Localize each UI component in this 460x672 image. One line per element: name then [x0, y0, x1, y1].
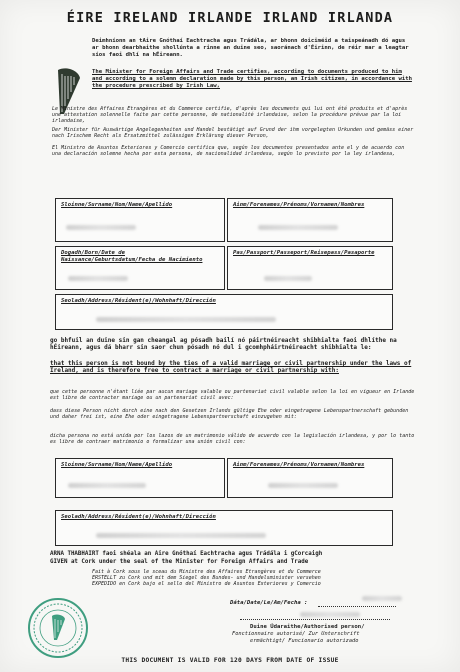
surname-label-2: Sloinne/Surname/Nom/Name/Apellido [61, 462, 173, 468]
intro-french: Le Ministre des Affaires Etrangères et du Commerce certifie, d'après les documents qui lui ont été produits et d'après une attestation solennelle faite par cette personne, de nationalité irlandaise, selon la procédure prévue par la loi irlandaise, [52, 106, 408, 125]
validity-footer: THIS DOCUMENT IS VALID FOR 120 DAYS FROM DATE OF ISSUE [121, 657, 339, 664]
intro-irish: Deimhníonn an tAire Gnóthaí Eachtracha agus Trádála, ar bhonn doiciméid a taispeánadh dó agus ar bhonn dearbhaithe shollúnta a rinne an duine seo, saoránach d'Éirinn, de réir mar a leagtar síos faoi dhlí na hÉireann. [92, 38, 409, 58]
statement-english: that this person is not bound by the ties of a valid marriage or civil partnership under the laws of Ireland, and is therefore free to contract a marriage or civil partnership with: [50, 360, 412, 375]
surname-value-2-redacted [68, 483, 146, 488]
signature-line [240, 619, 390, 620]
signatory-french: Fonctionnaire autorisé/ Zur Unterschrift [232, 631, 360, 637]
statement-german: dass diese Person nicht durch eine nach den Gesetzen Irlands gültige Ehe oder eingetragene Lebenspartnerschaft gebunden und daher frei ist, eine Ehe oder eingetragene Lebenspartnerschaft einzugehen mit: [50, 408, 409, 421]
forenames-label-2: Ainm/Forenames/Prénoms/Vornamen/Nombres [233, 462, 365, 468]
address-label-2: Seoladh/Address/Résident(e)/Wohnhaft/Dirección [61, 514, 216, 520]
address-value-2-redacted [96, 533, 266, 538]
dob-box [55, 246, 225, 290]
intro-english: The Minister for Foreign Affairs and Trade certifies, according to documents produced to him and according to a solemn declaration made by this person, an Irish citizen, in accordance with the procedure prescribed by Irish Law, [92, 69, 412, 89]
dob-label: Dogadh/Born/Date de Naissance/Geburtsdatum/Fecha de Nacimiento [61, 250, 203, 263]
signature-redacted [300, 612, 360, 617]
given-spanish: EXPEDIDO en Cork bajo el sello del Ministro de Asuntos Exteriores y Comercio [92, 581, 321, 587]
forenames-box-2 [227, 458, 393, 498]
given-french: Fait à Cork sous le sceau du Ministre des Affaires Etrangères et du Commerce [92, 569, 321, 575]
passport-label: Pas/Passport/Passeport/Reisepass/Pasaporte [233, 250, 375, 256]
document-title: ÉIRE IRELAND IRLANDE IRLAND IRLANDA [66, 10, 394, 26]
surname-label-1: Sloinne/Surname/Nom/Name/Apellido [61, 202, 173, 208]
forenames-value-redacted [258, 225, 338, 230]
address-value-redacted [96, 317, 276, 322]
forenames-box-1 [227, 198, 393, 242]
intro-german: Der Minister für Auswärtige Angelegenheiten und Handel bestätigt auf Grund der ihm vorgelegten Urkunden und gemäss einer nach Irischem Recht als Ersatzmittel zulässigen Erklärung dieser Person, [52, 127, 414, 140]
address-label-1: Seoladh/Address/Résident(e)/Wohnhaft/Dirección [61, 298, 216, 304]
surname-box-2 [55, 458, 225, 498]
forenames-value-2-redacted [268, 483, 338, 488]
intro-spanish: El Ministro de Asuntos Exteriores y Comercio certifica que, según los documentos presentados ante el y de acuerdo con una declaración solemne hecha por esta persona, de nacionalidad irlandesa, según lo previsto por la ley irlandesa, [52, 145, 405, 158]
address-box-1 [55, 294, 393, 330]
passport-value-redacted [264, 276, 312, 281]
statement-french: que cette personne n'étant liée par aucun mariage valable ou partenariat civil valable selon la loi en vigueur en Irlande est libre de contracter mariage ou un partenariat civil avec: [50, 389, 415, 402]
statement-irish: go bhfuil an duine sin gan cheangal ag pósadh bailí nó páirtnéireacht shibhialta faoi dhlíthe na hÉireann, agus dá bharr sin saor chun pósadh nó dul i gcomhpháirtnéireacht shibhialta le: [50, 337, 397, 352]
date-value-redacted [362, 596, 402, 601]
date-label: Dáta/Date/Le/Am/Fecha : [230, 600, 308, 606]
seal-icon [26, 596, 90, 660]
signatory-irish: Duine Údaraithe/Authorised person/ [250, 624, 365, 630]
signatory-german: ermächtigt/ Funcionario autorizado [250, 638, 359, 644]
given-german: ERSTELLT zu Cork und mit dem Siegel des Bundes- und Handelsminister versehen [92, 575, 321, 581]
dob-value-redacted [68, 276, 128, 281]
date-dotted-line [318, 606, 396, 607]
surname-value-redacted [66, 225, 136, 230]
forenames-label-1: Ainm/Forenames/Prénoms/Vornamen/Nombres [233, 202, 365, 208]
given-irish: ARNA THABHAIRT faoi shéala an Aire Gnóthaí Eachtracha agus Trádála i gCorcaigh [50, 551, 323, 557]
address-box-2 [55, 510, 393, 546]
statement-spanish: dicha persona no está unida por los lazos de un matrimonio válido de acuerdo con la legislación irlandesa, y por lo tanto es libre de contraer matrimonio o formalizar una unión civil con: [50, 433, 415, 446]
given-english: GIVEN at Cork under the seal of the Minister for Foreign Affairs and Trade [50, 559, 309, 565]
surname-box-1 [55, 198, 225, 242]
passport-box [227, 246, 393, 290]
